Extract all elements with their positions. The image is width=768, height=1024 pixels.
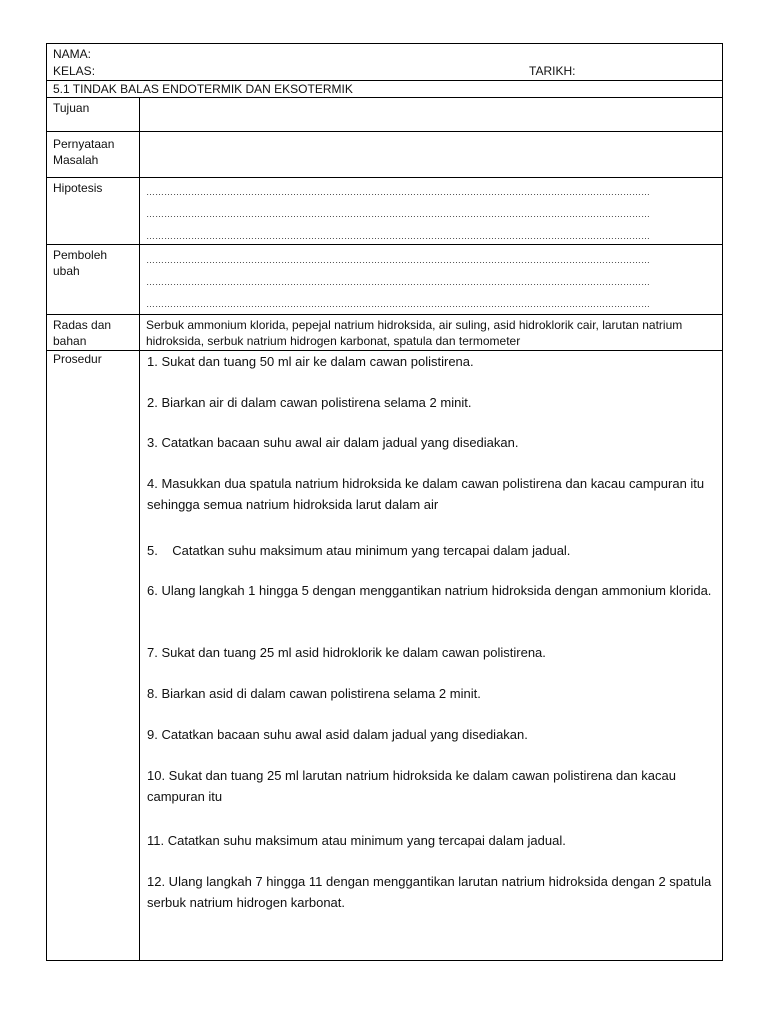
hipotesis-row xyxy=(47,178,722,245)
hipotesis-dotted-line-2: …………………………………………………………………………………………………………………………………………………… xyxy=(146,209,650,219)
kelas-label: KELAS: xyxy=(53,64,96,78)
prosedur-step-3: 3. Catatkan bacaan suhu awal air dalam jadual yang disediakan. xyxy=(147,435,519,450)
prosedur-step-5: 5. Catatkan suhu maksimum atau minimum yang tercapai dalam jadual. xyxy=(147,543,571,558)
radas-dan-bahan-label: Radas dan bahan xyxy=(47,315,140,350)
nama-label: NAMA: xyxy=(53,47,92,61)
pemboleh-ubah-dotted-line-1: …………………………………………………………………………………………………………………………………………………… xyxy=(146,255,650,265)
pernyataan-masalah-row xyxy=(47,132,722,178)
tujuan-row xyxy=(47,98,722,132)
hipotesis-answer-cell[interactable] xyxy=(140,178,722,244)
radas-dan-bahan-cell xyxy=(140,315,722,350)
tarikh-label: TARIKH: xyxy=(529,64,576,78)
prosedur-step-9: 9. Catatkan bacaan suhu awal asid dalam jadual yang disediakan. xyxy=(147,727,528,742)
pemboleh-ubah-answer-cell[interactable] xyxy=(140,245,722,314)
pernyataan-masalah-label: Pernyataan Masalah xyxy=(47,132,140,177)
radas-dan-bahan-row xyxy=(47,315,722,351)
prosedur-step-12: 12. Ulang langkah 7 hingga 11 dengan menggantikan larutan natrium hidroksida dengan 2 spatula serbuk natrium hidrogen karbonat. xyxy=(147,874,712,910)
prosedur-step-6: 6. Ulang langkah 1 hingga 5 dengan menggantikan natrium hidroksida dengan ammonium klorida. xyxy=(147,583,712,598)
pemboleh-ubah-dotted-line-2: …………………………………………………………………………………………………………………………………………………… xyxy=(146,277,650,287)
pemboleh-ubah-row xyxy=(47,245,722,315)
radas-dan-bahan-text: Serbuk ammonium klorida, pepejal natrium hidroksida, air suling, asid hidroklorik cair, larutan natrium hidroksida, serbuk natrium hidrogen karbonat, spatula dan termometer xyxy=(146,318,683,348)
pemboleh-ubah-label: Pemboleh ubah xyxy=(47,245,140,314)
tujuan-answer-cell[interactable] xyxy=(140,98,722,131)
prosedur-step-10: 10. Sukat dan tuang 25 ml larutan natrium hidroksida ke dalam cawan polistirena dan kacau campuran itu xyxy=(147,768,676,804)
prosedur-row xyxy=(47,351,722,960)
prosedur-step-4: 4. Masukkan dua spatula natrium hidroksida ke dalam cawan polistirena dan kacau campuran itu sehingga semua natrium hidroksida larut dalam air xyxy=(147,476,705,512)
header-row xyxy=(47,44,722,81)
hipotesis-dotted-line-1: …………………………………………………………………………………………………………………………………………………… xyxy=(146,187,650,197)
pernyataan-masalah-answer-cell[interactable] xyxy=(140,132,722,177)
pemboleh-ubah-dotted-line-3: …………………………………………………………………………………………………………………………………………………… xyxy=(146,299,650,309)
worksheet-table xyxy=(46,43,723,961)
title-row xyxy=(47,81,722,98)
prosedur-step-1: 1. Sukat dan tuang 50 ml air ke dalam cawan polistirena. xyxy=(147,354,474,369)
prosedur-label: Prosedur xyxy=(47,351,140,960)
hipotesis-label: Hipotesis xyxy=(47,178,140,244)
prosedur-step-8: 8. Biarkan asid di dalam cawan polistirena selama 2 minit. xyxy=(147,686,481,701)
prosedur-step-2: 2. Biarkan air di dalam cawan polistirena selama 2 minit. xyxy=(147,395,472,410)
prosedur-cell xyxy=(140,351,722,960)
prosedur-step-7: 7. Sukat dan tuang 25 ml asid hidroklorik ke dalam cawan polistirena. xyxy=(147,645,546,660)
tujuan-label: Tujuan xyxy=(47,98,140,131)
worksheet-title: 5.1 TINDAK BALAS ENDOTERMIK DAN EKSOTERMIK xyxy=(53,82,353,96)
hipotesis-dotted-line-3: …………………………………………………………………………………………………………………………………………………… xyxy=(146,231,650,241)
prosedur-step-11: 11. Catatkan suhu maksimum atau minimum yang tercapai dalam jadual. xyxy=(147,833,566,848)
